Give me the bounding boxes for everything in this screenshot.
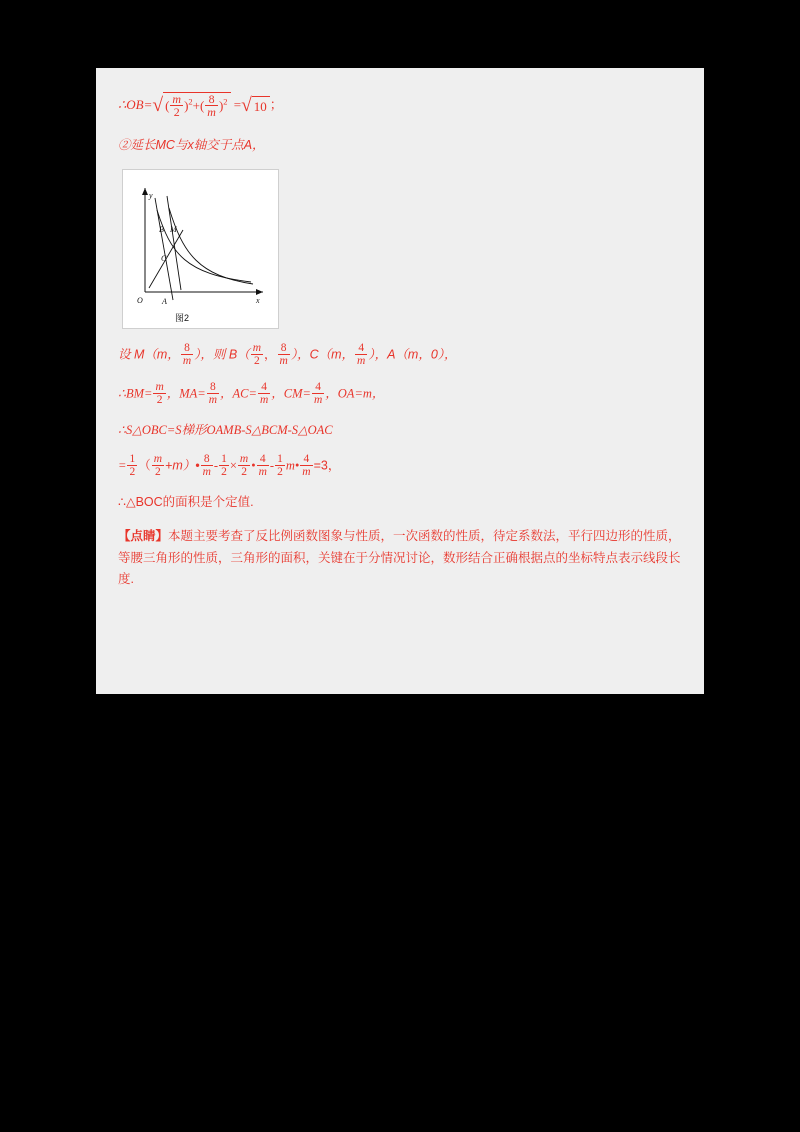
semicolon: ； xyxy=(269,97,283,113)
calc-m-var: m• xyxy=(285,458,300,473)
figure-label-b: B xyxy=(159,224,164,234)
fraction-m-2-c: $\frac{m}{2}$ xyxy=(153,452,163,478)
equation-ob xyxy=(118,92,682,120)
calc-dot-1: • xyxy=(251,458,256,473)
fraction-m-2-b: $\frac{m}{2}$ xyxy=(252,341,261,367)
set-prefix: 设 M（m， xyxy=(118,347,180,362)
fraction-half-1: $\frac{1}{2}$ xyxy=(129,452,136,478)
lengths-prefix: ∴BM= xyxy=(118,386,153,401)
fraction-m-2-d: $\frac{m}{2}$ xyxy=(239,452,249,478)
conclusion-text: ∴△BOC的面积是个定值. xyxy=(118,494,254,509)
fraction-bm: $\frac{m}{2}$ xyxy=(155,380,164,406)
figure-label-y: y xyxy=(149,190,153,200)
calc-times: × xyxy=(229,458,237,473)
figure-label-c: C xyxy=(161,253,167,263)
fraction-cm: $\frac{4}{m}$ xyxy=(313,380,323,406)
radicand-result: 10 xyxy=(252,96,270,116)
calc-minus-2: - xyxy=(269,458,275,473)
set-mid-1: ），则 B（ xyxy=(194,347,250,362)
fraction-8-m-b: $\frac{8}{m}$ xyxy=(182,341,192,367)
calc-plus-m: +m）• xyxy=(165,458,200,473)
points-definition xyxy=(118,343,682,368)
document-page xyxy=(96,68,704,694)
insight-note xyxy=(118,526,682,592)
figure-label-m: M xyxy=(170,224,177,234)
radical-sign-icon: √ xyxy=(152,95,164,117)
exponent-2: 2 xyxy=(223,96,228,107)
step-two-text: ②延长MC与x轴交于点A， xyxy=(118,138,265,153)
set-mid-4: ），A（m，0）， xyxy=(368,347,457,362)
fraction-4-m-c: $\frac{4}{m}$ xyxy=(302,452,311,478)
lengths-mid-2: ，AC= xyxy=(220,386,257,401)
figure-2 xyxy=(122,169,279,329)
figure-label-x: x xyxy=(256,295,260,305)
fraction-half-2: $\frac{1}{2}$ xyxy=(221,452,227,478)
radical-sign-result-icon: √ xyxy=(241,95,252,117)
area-calculation xyxy=(118,454,682,479)
figure-2-caption: 图2 xyxy=(175,312,190,323)
area-decomposition: ∴S△OBC=S梯形OAMB-S△BCM-S△OAC xyxy=(118,423,333,438)
figure-2-graphic xyxy=(123,170,278,328)
lengths-mid-1: ，MA= xyxy=(166,386,206,401)
fraction-m-2: $\frac{m}{2}$ xyxy=(172,91,182,120)
calc-result: =3， xyxy=(313,458,341,473)
calc-lparen: （ xyxy=(138,458,151,473)
equals-sign: = xyxy=(233,97,242,113)
figure-label-o: O xyxy=(137,295,143,305)
exponent-1: 2 xyxy=(188,96,193,107)
radicand-outer: ( $\frac{m}{2}$ )$^2$+( $\frac{8}{m}$ )$^2$ xyxy=(163,92,230,120)
fraction-4-m-b: $\frac{4}{m}$ xyxy=(258,452,267,478)
lengths-mid-3: ，CM= xyxy=(271,386,311,401)
fraction-ma: $\frac{8}{m}$ xyxy=(208,380,218,406)
fraction-8-m-c: $\frac{8}{m}$ xyxy=(279,341,288,367)
fraction-8-m: $\frac{8}{m}$ xyxy=(207,91,216,120)
segment-lengths xyxy=(118,382,682,407)
lengths-mid-4: ，OA=m， xyxy=(325,386,385,401)
calc-equals: = xyxy=(118,458,127,473)
fraction-ac: $\frac{4}{m}$ xyxy=(259,380,269,406)
fraction-half-3: $\frac{1}{2}$ xyxy=(277,452,283,478)
equation-ob-prefix: ∴OB= xyxy=(118,97,153,113)
sqrt-outer xyxy=(152,92,230,120)
sqrt-result xyxy=(241,96,270,116)
set-mid-2: ， xyxy=(264,347,277,362)
set-mid-3: ），C（m， xyxy=(290,347,355,362)
figure-label-a: A xyxy=(162,296,167,306)
fraction-8-m-d: $\frac{8}{m}$ xyxy=(202,452,211,478)
insight-note-body: 本题主要考查了反比例函数图象与性质，一次函数的性质，待定系数法，平行四边形的性质，等腰三角形的性质，三角形的面积，关键在于分情况讨论，数形结合正确根据点的坐标特点表示线段长度. xyxy=(118,528,681,587)
insight-note-label: 【点睛】 xyxy=(118,528,169,543)
fraction-4-m-a: $\frac{4}{m}$ xyxy=(357,341,366,367)
calc-minus-1: - xyxy=(213,458,219,473)
